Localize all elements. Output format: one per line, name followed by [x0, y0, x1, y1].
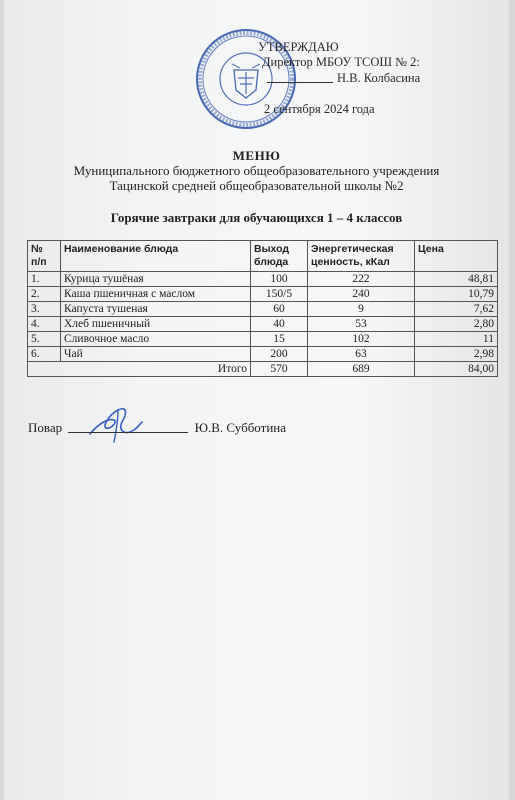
table-row [28, 302, 498, 317]
total-energy: 689 [308, 362, 415, 377]
menu-subtitle: Горячие завтраки для обучающихся 1 – 4 классов [110, 210, 403, 225]
col-header-name: Наименование блюда [61, 241, 251, 272]
total-price: 84,00 [415, 362, 498, 377]
cook-label: Повар [28, 420, 63, 435]
cell-energy: 53 [308, 317, 415, 332]
total-yield: 570 [251, 362, 308, 377]
director-name: Н.В. Колбасина [337, 71, 421, 85]
approval-label: УТВЕРЖДАЮ [258, 40, 339, 54]
cell-name: Курица тушёная [61, 272, 251, 287]
cell-yield: 200 [251, 347, 308, 362]
cell-num: 4. [28, 317, 61, 332]
cell-yield: 40 [251, 317, 308, 332]
col-header-yield: Выход блюда [251, 241, 308, 272]
cook-name: Ю.В. Субботина [194, 420, 287, 435]
table-total-row [28, 362, 498, 377]
org-name-line-2: Тацинской средней общеобразовательной школы №2 [109, 178, 404, 193]
table-header-row [28, 241, 498, 272]
cell-yield: 150/5 [251, 287, 308, 302]
cell-price: 48,81 [415, 272, 498, 287]
col-header-energy: Энергетическая ценность, кКал [308, 241, 415, 272]
cell-num: 5. [28, 332, 61, 347]
cell-name: Капуста тушеная [61, 302, 251, 317]
cell-energy: 240 [308, 287, 415, 302]
cell-name: Чай [61, 347, 251, 362]
total-label: Итого [28, 362, 251, 377]
cell-yield: 60 [251, 302, 308, 317]
table-row [28, 272, 498, 287]
col-header-price: Цена [415, 241, 498, 272]
cell-price: 11 [415, 332, 498, 347]
cell-name: Каша пшеничная с маслом [61, 287, 251, 302]
cook-signature-blank [68, 432, 188, 433]
signature-blank [267, 82, 333, 83]
cell-price: 7,62 [415, 302, 498, 317]
cell-energy: 102 [308, 332, 415, 347]
cell-name: Сливочное масло [61, 332, 251, 347]
col-header-num: № п/п [28, 241, 61, 272]
approval-date: 2 сентября 2024 года [264, 102, 375, 116]
cell-yield: 15 [251, 332, 308, 347]
table-row [28, 332, 498, 347]
org-name-line-1: Муниципального бюджетного общеобразовательного учреждения [73, 163, 440, 178]
approval-director: Директор МБОУ ТСОШ № 2: [262, 55, 420, 69]
cell-num: 1. [28, 272, 61, 287]
cell-price: 2,80 [415, 317, 498, 332]
cook-signature-line [28, 420, 286, 436]
cell-price: 2,98 [415, 347, 498, 362]
approval-director-signature-line [267, 71, 437, 86]
cell-num: 2. [28, 287, 61, 302]
cell-yield: 100 [251, 272, 308, 287]
cell-num: 6. [28, 347, 61, 362]
menu-document [4, 0, 509, 800]
cell-price: 10,79 [415, 287, 498, 302]
cell-energy: 9 [308, 302, 415, 317]
cell-num: 3. [28, 302, 61, 317]
cell-energy: 222 [308, 272, 415, 287]
table-row [28, 287, 498, 302]
cell-name: Хлеб пшеничный [61, 317, 251, 332]
page-title: МЕНЮ [232, 148, 281, 163]
menu-table [27, 240, 498, 377]
cell-energy: 63 [308, 347, 415, 362]
table-row [28, 317, 498, 332]
table-row [28, 347, 498, 362]
